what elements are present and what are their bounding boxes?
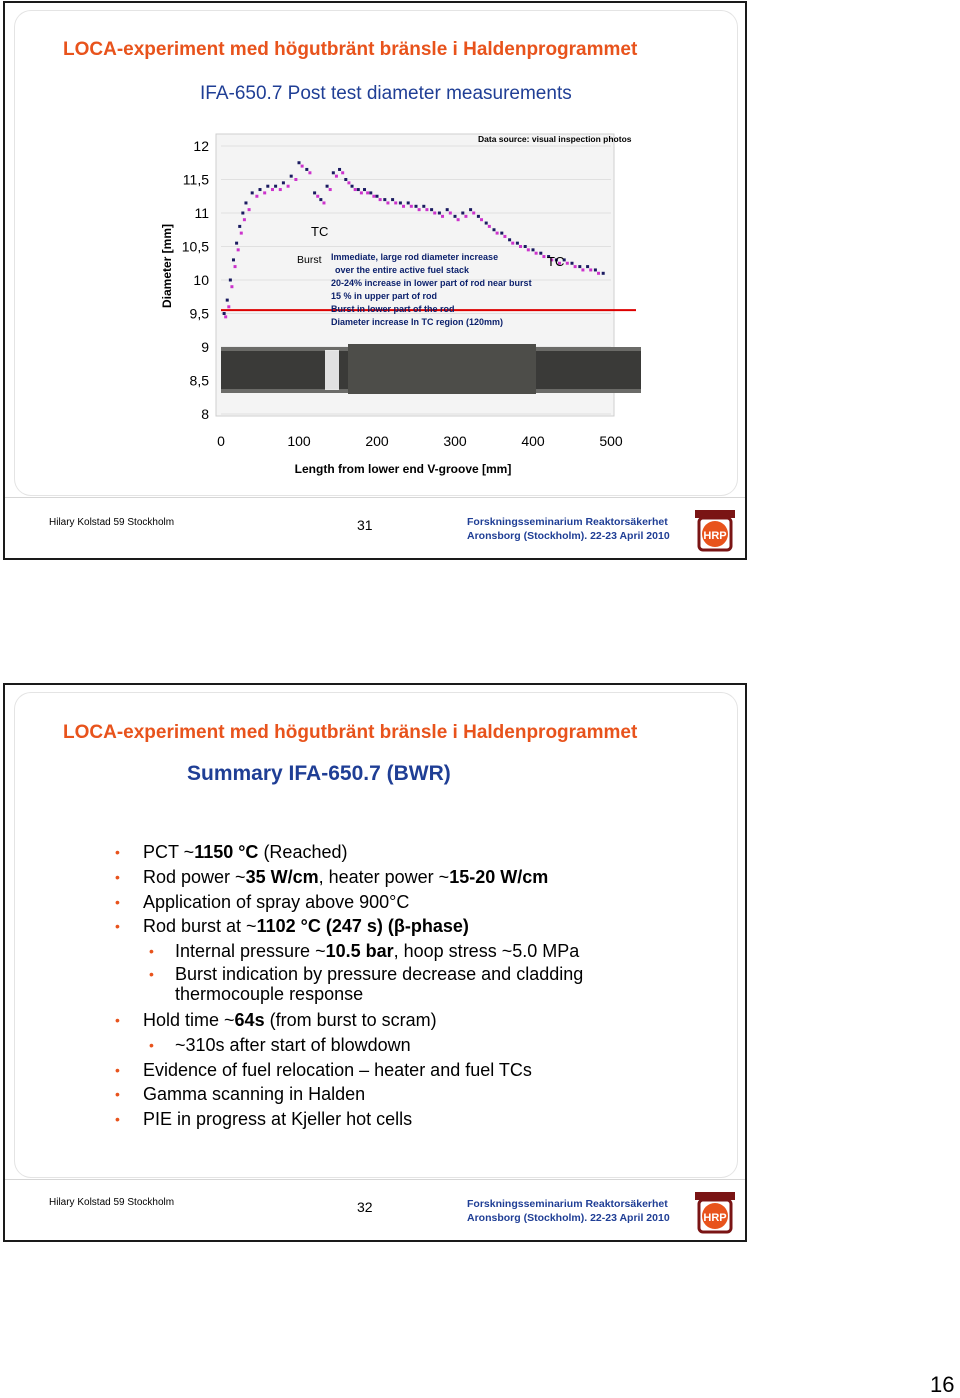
x-tick-label: 200 — [365, 433, 389, 449]
data-source-note: Data source: visual inspection photos — [478, 134, 632, 144]
data-point — [229, 279, 232, 282]
y-tick-label: 9,5 — [189, 305, 209, 322]
data-point — [602, 272, 605, 275]
data-point — [574, 265, 577, 268]
data-point — [586, 265, 589, 268]
bullet-rod-burst: • Rod burst at ~1102 °C (247 s) (β-phase) — [115, 914, 695, 939]
data-point — [351, 185, 354, 188]
tc-label-left: TC — [311, 224, 329, 239]
data-point — [243, 218, 246, 221]
data-point — [477, 215, 480, 218]
data-point — [493, 228, 496, 231]
slide-31 — [3, 1, 747, 560]
bullet-blowdown: • ~310s after start of blowdown — [115, 1033, 695, 1058]
data-point — [394, 201, 397, 204]
data-point — [578, 265, 581, 268]
slide-subtitle: IFA-650.7 Post test diameter measurements — [200, 83, 572, 104]
footer-author: Hilary Kolstad 59 Stockholm — [49, 1197, 175, 1208]
data-point — [341, 171, 344, 174]
footer-event-line2: Aronsborg (Stockholm). 22-23 April 2010 — [467, 1212, 670, 1224]
footer-event — [467, 1197, 670, 1225]
data-point — [542, 255, 545, 258]
data-point — [357, 188, 360, 191]
data-point — [226, 299, 229, 302]
data-point — [266, 185, 269, 188]
footer-page-number: 32 — [357, 1199, 373, 1215]
data-point — [527, 248, 530, 251]
data-point — [472, 212, 475, 215]
chart-svg — [153, 106, 645, 491]
data-point — [224, 315, 227, 318]
data-point — [376, 195, 379, 198]
data-point — [335, 175, 338, 178]
data-point — [354, 188, 357, 191]
hrp-logo — [693, 1190, 737, 1236]
hrp-logo — [693, 508, 737, 554]
note-line: 15 % in upper part of rod — [331, 291, 438, 301]
data-point — [446, 208, 449, 211]
x-axis-label: Length from lower end V-groove [mm] — [294, 462, 512, 476]
rod-photo-gap — [325, 350, 339, 390]
summary-list — [115, 840, 695, 1132]
data-point — [508, 238, 511, 241]
slide-title: LOCA-experiment med högutbränt bränsle i Haldenprogrammet — [63, 39, 638, 60]
data-point — [240, 232, 243, 235]
footer-event-line2: Aronsborg (Stockholm). 22-23 April 2010 — [467, 530, 670, 542]
slide-32 — [3, 683, 747, 1242]
y-tick-label: 9 — [201, 339, 209, 355]
data-point — [235, 242, 238, 245]
data-point — [248, 208, 251, 211]
data-point — [511, 242, 514, 245]
data-point — [383, 198, 386, 201]
data-point — [566, 262, 569, 265]
data-point — [519, 245, 522, 248]
note-line: Immediate, large rod diameter increase — [331, 252, 499, 262]
data-point — [597, 272, 600, 275]
data-point — [282, 181, 285, 184]
data-point — [338, 168, 341, 171]
data-point — [589, 268, 592, 271]
data-point — [386, 201, 389, 204]
data-point — [347, 181, 350, 184]
document-page-number: 16 — [930, 1372, 955, 1397]
data-point — [438, 212, 441, 215]
data-point — [301, 165, 304, 168]
data-point — [496, 232, 499, 235]
data-point — [369, 191, 372, 194]
data-point — [524, 245, 527, 248]
note-line: over the entire active fuel stack — [335, 265, 470, 275]
data-point — [430, 208, 433, 211]
data-point — [287, 185, 290, 188]
data-point — [372, 195, 375, 198]
data-point — [227, 305, 230, 308]
burst-label: Burst — [297, 254, 322, 266]
data-point — [433, 212, 436, 215]
x-tick-label: 400 — [521, 433, 545, 449]
data-point — [410, 205, 413, 208]
bullet-internal-pressure: • Internal pressure ~10.5 bar, hoop stress ~5.0 MPa — [115, 939, 695, 964]
bullet-gamma-scanning: • Gamma scanning in Halden — [115, 1082, 695, 1107]
data-point — [241, 212, 244, 215]
data-point — [232, 258, 235, 261]
data-point — [449, 212, 452, 215]
data-point — [237, 248, 240, 251]
data-point — [271, 188, 274, 191]
data-point — [464, 215, 467, 218]
data-point — [344, 178, 347, 181]
bullet-hold-time: • Hold time ~64s (from burst to scram) — [115, 1008, 695, 1033]
data-point — [308, 171, 311, 174]
data-point — [322, 201, 325, 204]
data-point — [379, 198, 382, 201]
data-point — [407, 201, 410, 204]
slide-subtitle: Summary IFA-650.7 (BWR) — [187, 762, 451, 785]
data-point — [535, 252, 538, 255]
data-point — [391, 198, 394, 201]
data-point — [516, 242, 519, 245]
note-line: Diameter increase In TC region (120mm) — [331, 317, 504, 327]
footer-event — [467, 515, 670, 543]
diameter-chart — [153, 106, 645, 491]
data-point — [415, 205, 418, 208]
y-tick-label: 11,5 — [182, 171, 209, 188]
x-tick-label: 100 — [287, 433, 311, 449]
data-point — [425, 208, 428, 211]
data-point — [360, 191, 363, 194]
data-point — [279, 188, 282, 191]
tc-label-right: TC — [547, 254, 565, 269]
logo-text: HRP — [703, 1212, 727, 1224]
data-point — [581, 268, 584, 271]
data-point — [290, 175, 293, 178]
bullet-pie: • PIE in progress at Kjeller hot cells — [115, 1107, 695, 1132]
data-point — [503, 235, 506, 238]
y-axis-label: Diameter [mm] — [160, 223, 174, 309]
data-point — [461, 212, 464, 215]
data-point — [326, 185, 329, 188]
bullet-rod-power: • Rod power ~35 W/cm, heater power ~15-20 W/cm — [115, 865, 695, 890]
data-point — [319, 198, 322, 201]
data-point — [485, 222, 488, 225]
x-tick-label: 500 — [599, 433, 623, 449]
data-point — [234, 265, 237, 268]
logo-text: HRP — [703, 530, 727, 542]
data-point — [457, 218, 460, 221]
footer-event-line1: Forskningsseminarium Reaktorsäkerhet — [467, 516, 668, 528]
y-tick-label: 10 — [193, 272, 209, 288]
slide-title: LOCA-experiment med högutbränt bränsle i Haldenprogrammet — [63, 722, 638, 743]
data-point — [238, 225, 241, 228]
bullet-spray: • Application of spray above 900°C — [115, 890, 695, 915]
x-tick-label: 0 — [217, 433, 225, 449]
data-point — [488, 225, 491, 228]
data-point — [274, 185, 277, 188]
y-tick-label: 8 — [201, 406, 209, 422]
x-tick-label: 300 — [443, 433, 467, 449]
note-line: Burst in lower part of the rod — [331, 304, 455, 314]
y-tick-label: 12 — [193, 138, 209, 154]
data-point — [305, 168, 308, 171]
footer-author: Hilary Kolstad 59 Stockholm — [49, 517, 175, 528]
data-point — [251, 191, 254, 194]
data-point — [441, 215, 444, 218]
data-point — [594, 268, 597, 271]
data-point — [363, 188, 366, 191]
bullet-pct: • PCT ~1150 °C (Reached) — [115, 840, 695, 865]
footer-event-line1: Forskningsseminarium Reaktorsäkerhet — [467, 1198, 668, 1210]
data-point — [244, 201, 247, 204]
bullet-burst-indication: • Burst indication by pressure decrease and cladding thermocouple response — [115, 964, 695, 1004]
y-tick-label: 10,5 — [181, 238, 209, 255]
data-point — [230, 285, 233, 288]
footer-page-number: 31 — [357, 517, 373, 533]
data-point — [571, 262, 574, 265]
burst-region-photo — [348, 344, 536, 394]
y-tick-label: 11 — [194, 205, 209, 221]
data-point — [539, 252, 542, 255]
data-point — [480, 218, 483, 221]
data-point — [500, 232, 503, 235]
data-point — [329, 188, 332, 191]
data-point — [294, 178, 297, 181]
data-point — [532, 248, 535, 251]
data-point — [223, 312, 226, 315]
data-point — [332, 171, 335, 174]
data-point — [366, 191, 369, 194]
note-line: 20-24% increase in lower part of rod near burst — [331, 278, 532, 288]
data-point — [402, 205, 405, 208]
data-point — [469, 208, 472, 211]
data-point — [454, 215, 457, 218]
data-point — [255, 195, 258, 198]
data-point — [298, 161, 301, 164]
data-point — [422, 205, 425, 208]
data-point — [316, 195, 319, 198]
data-point — [259, 188, 262, 191]
data-point — [263, 191, 266, 194]
data-point — [399, 201, 402, 204]
bullet-fuel-relocation: • Evidence of fuel relocation – heater and fuel TCs — [115, 1058, 695, 1083]
y-tick-label: 8,5 — [189, 372, 209, 389]
data-point — [418, 208, 421, 211]
data-point — [313, 191, 316, 194]
